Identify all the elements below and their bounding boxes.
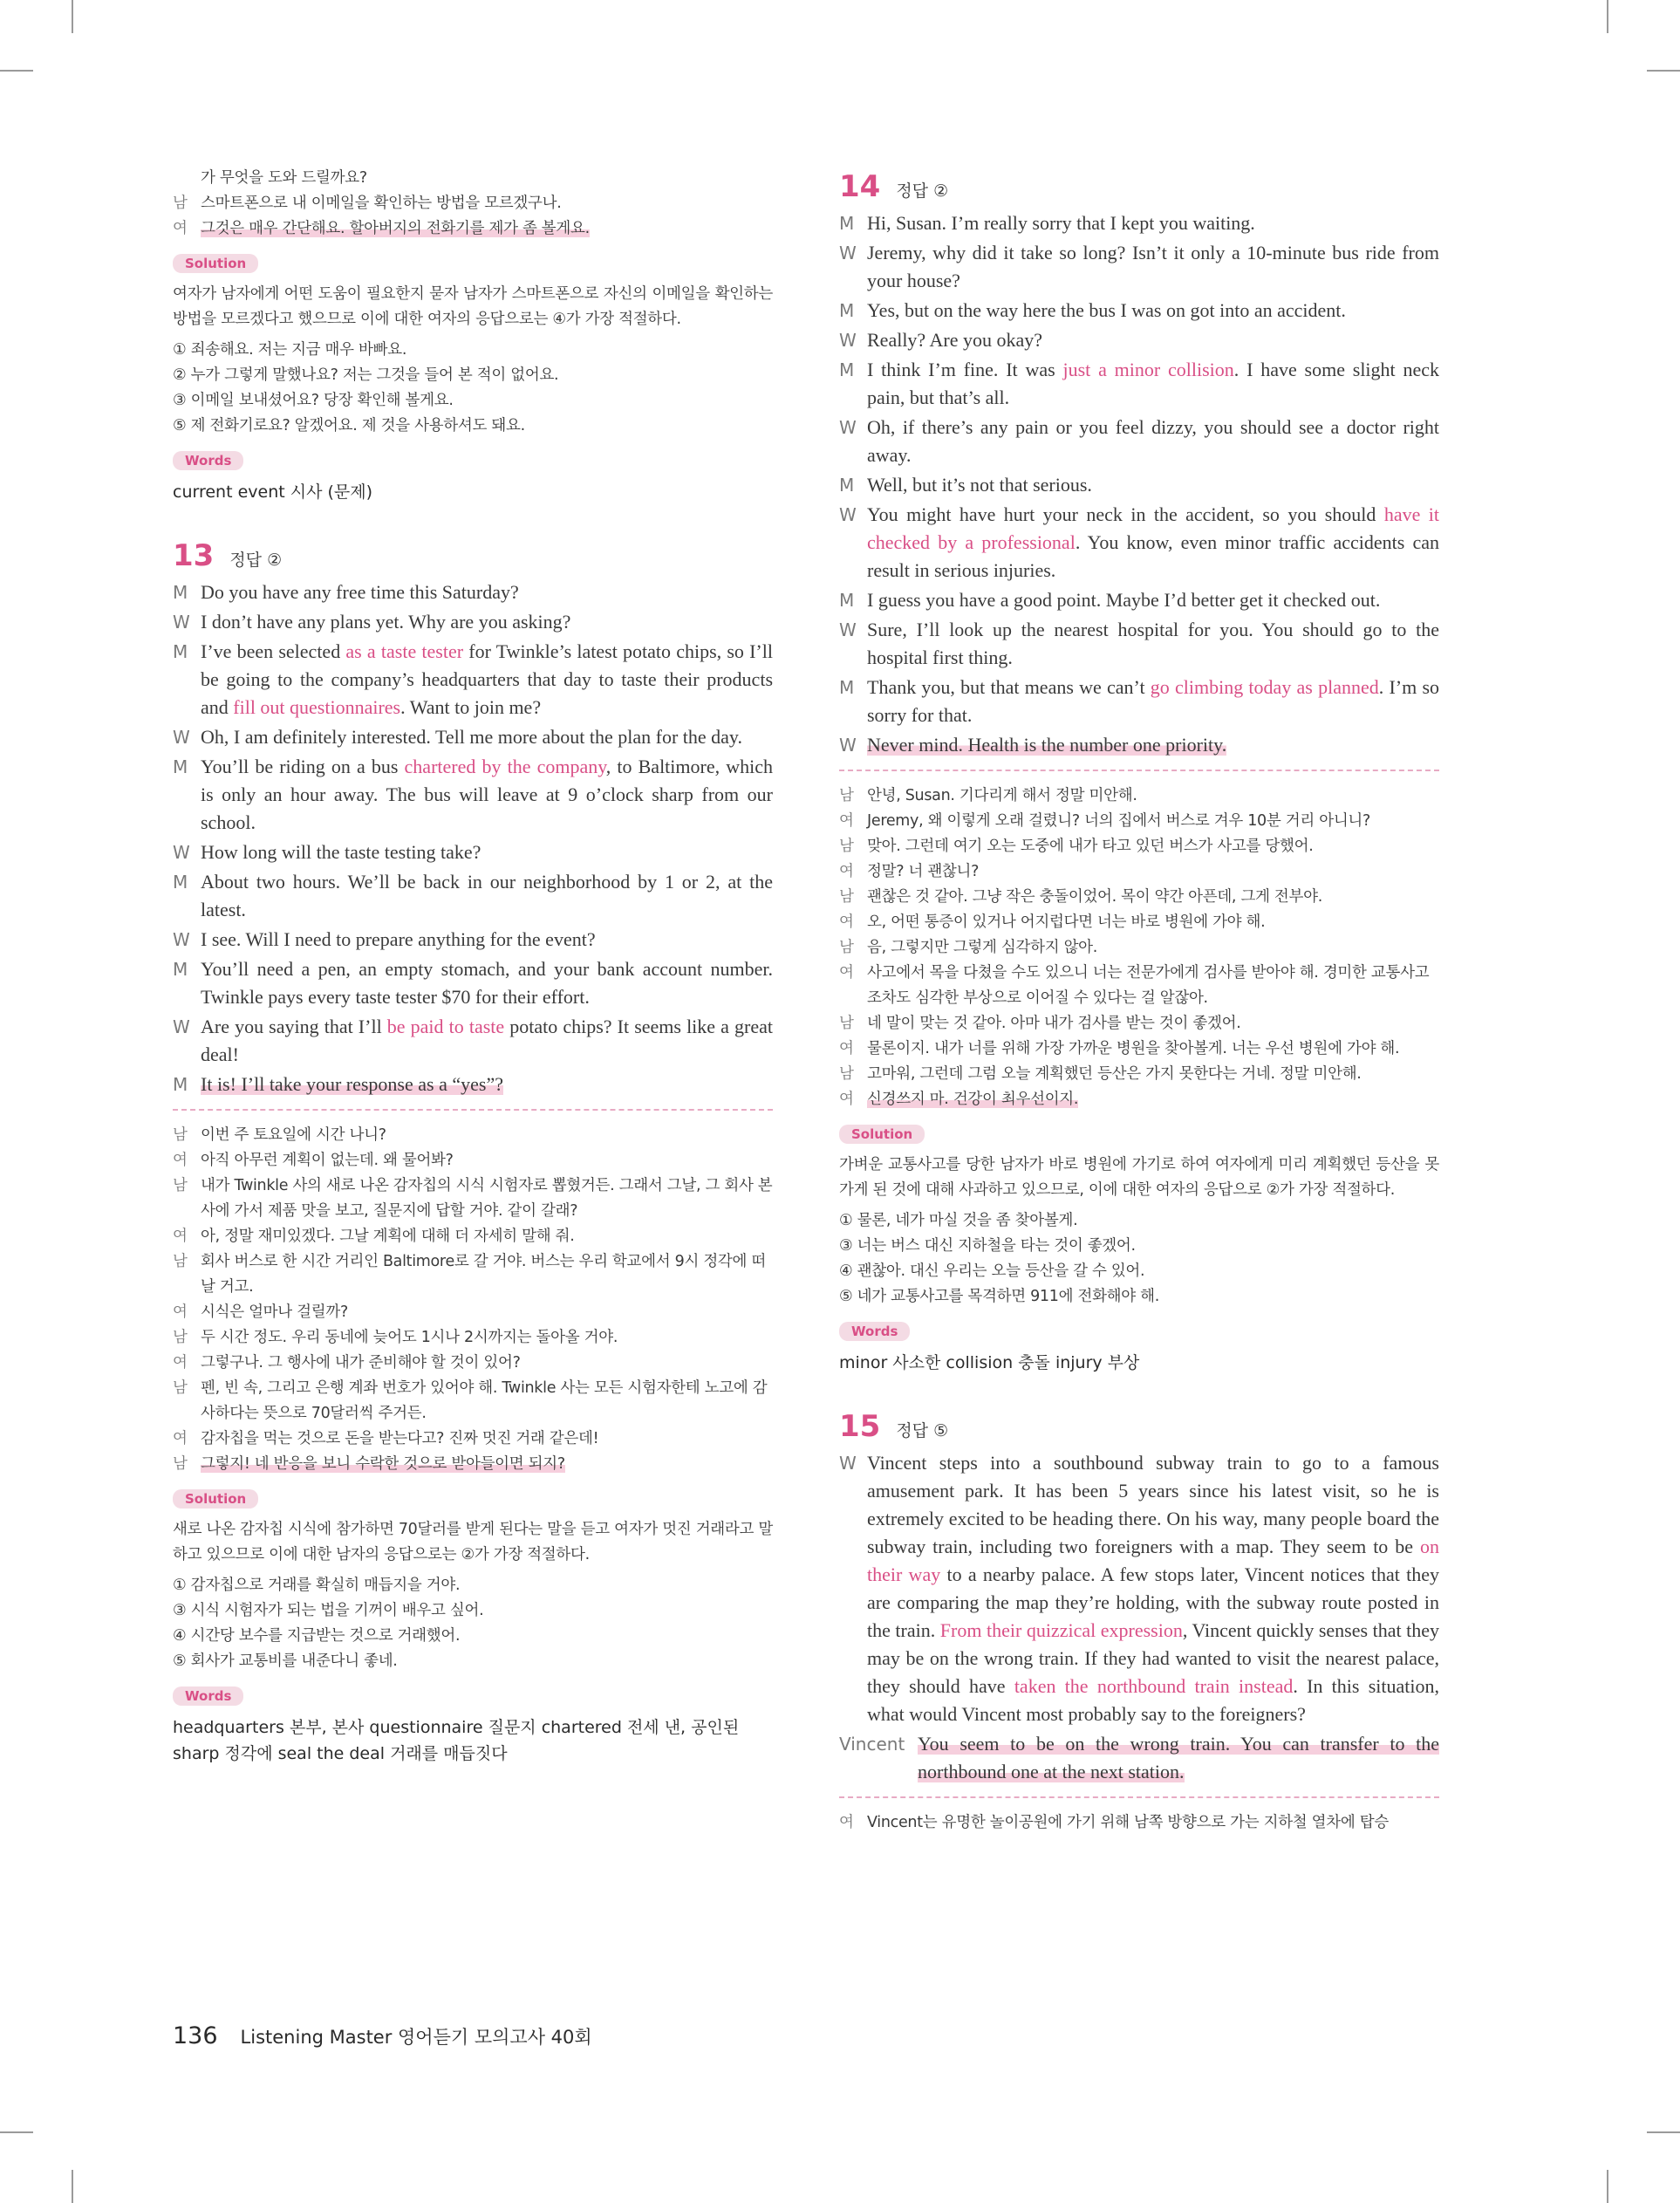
text-segment: Really? Are you okay? — [867, 329, 1042, 351]
ko-line — [173, 166, 773, 191]
book-title: Listening Master 영어듣기 모의고사 40회 — [240, 2027, 592, 2048]
solution-options — [839, 1208, 1439, 1310]
speaker-label: 남 — [173, 1329, 188, 1346]
dialogue-line — [173, 868, 773, 924]
speaker-label: 남 — [173, 1253, 188, 1270]
ko-line — [173, 216, 773, 242]
dialogue-text — [867, 1449, 1439, 1728]
ko-line-text: 가 무엇을 도와 드릴까요? — [201, 169, 367, 187]
ko-line-text: 이번 주 토요일에 시간 나니? — [201, 1126, 386, 1144]
ko-line-text: 시식은 얼마나 걸릴까? — [201, 1303, 348, 1321]
dialogue-line — [839, 209, 1439, 237]
dialogue-line — [839, 471, 1439, 499]
list-item: ⑤ 네가 교통사고를 목격하면 911에 전화해야 해. — [839, 1288, 1160, 1305]
words-label: Words — [173, 1686, 243, 1706]
solution-text: 가벼운 교통사고를 당한 남자가 바로 병원에 가기로 하여 여자에게 미리 계획했던 등산을 못 가게 된 것에 대해 사과하고 있으므로, 이에 대한 여자의 응답으로 ②가 가장 적절하다. — [839, 1156, 1439, 1199]
text-segment: Thank you, but that means we can’t — [867, 676, 1151, 698]
solution-options — [173, 1573, 773, 1674]
dialogue-text — [867, 501, 1439, 585]
speaker-label: W — [839, 417, 857, 438]
text-segment: potato chips? It seems like a great deal! — [201, 1016, 773, 1065]
q15-ko-transcript — [839, 1810, 1439, 1836]
ko-line — [839, 809, 1439, 834]
dialogue-text — [867, 674, 1439, 729]
list-item: ⑤ 회사가 교통비를 내준다니 좋네. — [173, 1652, 398, 1670]
ko-line-text: 감자칩을 먹는 것으로 돈을 받는다고? 진짜 멋진 거래 같은데! — [201, 1430, 599, 1447]
speaker-label: M — [839, 677, 855, 698]
speaker-label: 여 — [839, 1040, 854, 1057]
text-segment: You’ll need a pen, an empty stomach, and your bank account number. Twinkle pays every taste tester $70 for their effort. — [201, 958, 773, 1008]
speaker-label: 여 — [839, 1814, 854, 1831]
right-column — [839, 166, 1439, 1836]
dialogue-text — [867, 731, 1439, 759]
text-segment: . Want to join me? — [400, 696, 542, 718]
list-item: ④ 시간당 보수를 지급받는 것으로 거래했어. — [173, 1627, 461, 1645]
text-segment: . I have some slight neck pain, but that’s all. — [867, 359, 1439, 408]
ko-line — [173, 1452, 773, 1477]
dialogue-text — [867, 209, 1439, 237]
speaker-label: 남 — [839, 1065, 854, 1083]
text-segment: It is! I’ll take your response as a “yes”? — [201, 1073, 503, 1095]
speaker-label: W — [173, 929, 190, 950]
answer-key: 정답 ② — [229, 551, 283, 570]
list-item: ① 죄송해요. 저는 지금 매우 바빠요. — [173, 341, 407, 359]
dialogue-text — [201, 723, 773, 751]
answer-key: 정답 ② — [896, 181, 949, 201]
ko-line-text: 물론이지. 내가 너를 위해 가장 가까운 병원을 찾아볼게. 너는 우선 병원에 가야 해. — [867, 1040, 1400, 1057]
speaker-label: M — [173, 1074, 188, 1095]
words-label: Words — [839, 1322, 910, 1341]
ko-line-text: 정말? 너 괜찮니? — [867, 863, 980, 880]
dialogue-line — [173, 753, 773, 837]
speaker-label: W — [173, 727, 190, 748]
dashed-divider — [839, 1796, 1439, 1798]
dialogue-text — [201, 578, 773, 606]
list-item: headquarters 본부, 본사 questionnaire 질문지 chartered 전세 낸, 공인된 — [173, 1718, 740, 1737]
dialogue-line — [839, 501, 1439, 585]
ko-line-text: 오, 어떤 통증이 있거나 어지럽다면 너는 바로 병원에 가야 해. — [867, 913, 1266, 931]
question-number: 14 — [839, 169, 881, 204]
dialogue-text — [867, 326, 1439, 354]
ko-line-text: 스마트폰으로 내 이메일을 확인하는 방법을 모르겠구나. — [201, 195, 562, 212]
speaker-label: 남 — [839, 838, 854, 855]
ko-line-text: 펜, 빈 속, 그리고 은행 계좌 번호가 있어야 해. Twinkle 사는 모든 시험자한테 노고에 감사하다는 뜻으로 70달러씩 주거든. — [201, 1379, 768, 1422]
dialogue-line — [173, 608, 773, 636]
ko-line-text: 그렇구나. 그 행사에 내가 준비해야 할 것이 있어? — [201, 1354, 521, 1372]
speaker-label: M — [173, 959, 188, 980]
list-item: ① 물론, 네가 마실 것을 좀 찾아볼게. — [839, 1212, 1078, 1229]
dialogue-text — [867, 414, 1439, 469]
text-segment: Sure, I’ll look up the nearest hospital for you. You should go to the hospital first thing. — [867, 619, 1439, 668]
ko-line — [173, 1351, 773, 1376]
ko-line — [839, 961, 1439, 1011]
ko-line-text: Vincent는 유명한 놀이공원에 가기 위해 남쪽 방향으로 가는 지하철 열차에 탑승 — [867, 1814, 1389, 1831]
dialogue-line — [839, 414, 1439, 469]
dialogue-line — [173, 723, 773, 751]
ko-line — [839, 859, 1439, 885]
solution-label: Solution — [173, 254, 258, 273]
ko-line-text: 안녕, Susan. 기다리게 해서 정말 미안해. — [867, 787, 1137, 804]
speaker-label: 남 — [839, 787, 854, 804]
ko-line-text: 아직 아무런 계획이 없는데. 왜 물어봐? — [201, 1152, 454, 1169]
solution-options — [173, 338, 773, 439]
crop-mark — [1647, 70, 1680, 72]
dialogue-text — [201, 1013, 773, 1069]
ko-line — [839, 1062, 1439, 1087]
dialogue-text — [867, 239, 1439, 295]
dialogue-line — [839, 326, 1439, 354]
key-phrase: have it checked by a professional — [867, 503, 1439, 553]
list-item: ③ 시식 시험자가 되는 법을 기꺼이 배우고 싶어. — [173, 1602, 484, 1619]
speaker-label: M — [839, 300, 855, 321]
dialogue-line — [839, 239, 1439, 295]
list-item: sharp 정각에 seal the deal 거래를 매듭짓다 — [173, 1744, 508, 1763]
text-segment: How long will the taste testing take? — [201, 841, 481, 863]
text-segment: You might have hurt your neck in the accident, so you should — [867, 503, 1384, 525]
words-list — [839, 1350, 1439, 1376]
ko-line-text: 아, 정말 재미있겠다. 그날 계획에 대해 더 자세히 말해 줘. — [201, 1228, 575, 1245]
speaker-label: 남 — [173, 195, 188, 212]
text-segment: You’ll be riding on a bus — [201, 756, 405, 777]
dialogue-text — [201, 868, 773, 924]
key-phrase: fill out questionnaires — [233, 696, 401, 718]
ko-line-text: 맞아. 그런데 여기 오는 도중에 내가 타고 있던 버스가 사고를 당했어. — [867, 838, 1314, 855]
speaker-label: W — [173, 1016, 190, 1037]
ko-line-text: 사고에서 목을 다쳤을 수도 있으니 너는 전문가에게 검사를 받아야 해. 경미한 교통사고조차도 심각한 부상으로 이어질 수 있다는 걸 알잖아. — [867, 964, 1430, 1007]
speaker-label: W — [839, 243, 857, 263]
speaker-label: 남 — [173, 1177, 188, 1194]
solution-label: Solution — [173, 1489, 258, 1509]
words-list — [173, 479, 773, 505]
dialogue-line — [839, 1449, 1439, 1728]
key-phrase: as a taste tester — [345, 640, 464, 662]
text-segment: Vincent steps into a southbound subway train to go to a famous amusement park. It has been 5 years since his latest visit, so he is extremely excited to be heading there. On his way, many people board the subway train, including two foreigners with a map. They seem to be — [867, 1452, 1439, 1557]
speaker-label: 여 — [173, 1354, 188, 1372]
text-segment: Oh, I am definitely interested. Tell me more about the plan for the day. — [201, 726, 742, 748]
question-number: 13 — [173, 538, 215, 573]
ko-line — [173, 1123, 773, 1148]
question-15-header — [839, 1409, 1439, 1444]
dialogue-text — [201, 753, 773, 837]
list-item: ⑤ 제 전화기로요? 알겠어요. 제 것을 사용하셔도 돼요. — [173, 417, 525, 434]
speaker-label: 남 — [839, 1015, 854, 1032]
intro-ko-transcript — [173, 166, 773, 242]
text-segment: . You know, even minor traffic accidents can result in serious injuries. — [867, 531, 1439, 581]
speaker-label: M — [173, 582, 188, 603]
q13-dialogue — [173, 578, 773, 1098]
speaker-label: 여 — [839, 1091, 854, 1108]
crop-mark — [1647, 2131, 1680, 2133]
dialogue-line — [839, 674, 1439, 729]
q14-ko-transcript — [839, 783, 1439, 1112]
answer-key: 정답 ⑤ — [896, 1421, 949, 1440]
key-phrase: just a minor collision — [1062, 359, 1234, 380]
question-13-header — [173, 538, 773, 573]
text-segment: Jeremy, why did it take so long? Isn’t it only a 10-minute bus ride from your house? — [867, 242, 1439, 291]
speaker-label: 남 — [173, 1379, 188, 1397]
speaker-label: 여 — [173, 1303, 188, 1321]
list-item: minor 사소한 collision 충돌 injury 부상 — [839, 1353, 1140, 1372]
speaker-label: 여 — [839, 863, 854, 880]
ko-line — [839, 1810, 1439, 1836]
list-item: ③ 너는 버스 대신 지하철을 타는 것이 좋겠어. — [839, 1237, 1136, 1255]
list-item: ① 감자칩으로 거래를 확실히 매듭지을 거야. — [173, 1577, 461, 1594]
dialogue-line — [173, 1071, 773, 1098]
speaker-label: 여 — [839, 964, 854, 982]
text-segment: to a nearby palace. A few stops later, Vincent notices that they are comparing the map they’re holding, with the subway route posted in the train. — [867, 1563, 1439, 1641]
speaker-label: M — [173, 872, 188, 893]
list-item: current event 시사 (문제) — [173, 482, 373, 502]
dialogue-text — [201, 926, 773, 954]
ko-line — [839, 1037, 1439, 1062]
dialogue-text — [201, 638, 773, 722]
solution-label: Solution — [839, 1125, 925, 1144]
key-phrase: chartered by the company — [404, 756, 606, 777]
speaker-label: 남 — [173, 1455, 188, 1473]
ko-line — [839, 935, 1439, 961]
ko-line-text: 신경쓰지 마. 건강이 최우선이지. — [867, 1091, 1079, 1108]
list-item: ② 누가 그렇게 말했나요? 저는 그것을 들어 본 적이 없어요. — [173, 366, 559, 384]
ko-line — [173, 1426, 773, 1452]
text-segment: Never mind. Health is the number one priority. — [867, 734, 1227, 756]
crop-mark — [72, 0, 73, 33]
text-segment: Do you have any free time this Saturday? — [201, 581, 519, 603]
speaker-label: 여 — [839, 812, 854, 830]
speaker-label: M — [173, 641, 188, 662]
text-segment: , to Baltimore, which is only an hour away. The bus will leave at 9 o’clock sharp from our school. — [201, 756, 773, 833]
speaker-label: W — [839, 330, 857, 351]
left-column — [173, 166, 773, 1767]
speaker-label: M — [839, 213, 855, 234]
speaker-label: 여 — [173, 1228, 188, 1245]
key-phrase: on their way — [867, 1536, 1439, 1585]
speaker-label: Vincent — [839, 1734, 905, 1755]
dialogue-text — [201, 608, 773, 636]
ko-line — [173, 1376, 773, 1426]
q15-narration — [839, 1449, 1439, 1728]
crop-mark — [1607, 2170, 1608, 2203]
solution-text: 새로 나온 감자칩 시식에 참가하면 70달러를 받게 된다는 말을 듣고 여자가 멋진 거래라고 말하고 있으므로 이에 대한 남자의 응답으로는 ②가 가장 적절하다. — [173, 1521, 773, 1563]
ko-line — [839, 834, 1439, 859]
dialogue-line — [173, 926, 773, 954]
dialogue-line — [839, 586, 1439, 614]
dialogue-text — [201, 838, 773, 866]
dialogue-line — [839, 297, 1439, 325]
question-number: 15 — [839, 1409, 881, 1444]
key-phrase: be paid to taste — [386, 1016, 505, 1037]
ko-line-text: 괜찮은 것 같아. 그냥 작은 충돌이었어. 목이 약간 아픈데, 그게 전부야. — [867, 888, 1323, 906]
key-phrase: From their quizzical expression — [939, 1619, 1183, 1641]
speaker-label: 남 — [173, 1126, 188, 1144]
text-segment: Well, but it’s not that serious. — [867, 474, 1092, 496]
speaker-label: W — [839, 1453, 857, 1474]
ko-line-text: 두 시간 정도. 우리 동네에 늦어도 1시나 2시까지는 돌아올 거야. — [201, 1329, 618, 1346]
ko-line — [839, 1087, 1439, 1112]
dialogue-text — [867, 356, 1439, 412]
speaker-label: 여 — [173, 1152, 188, 1169]
text-segment: I don’t have any plans yet. Why are you asking? — [201, 611, 571, 633]
text-segment: . In this situation, what would Vincent most probably say to the foreigners? — [867, 1675, 1439, 1725]
speaker-label: W — [173, 842, 190, 863]
q15-vincent-line — [839, 1730, 1439, 1786]
dialogue-line — [173, 838, 773, 866]
q14-dialogue — [839, 209, 1439, 759]
ko-line-text: 고마워, 그런데 그럼 오늘 계획했던 등산은 가지 못한다는 거네. 정말 미안해. — [867, 1065, 1362, 1083]
key-phrase: go climbing today as planned — [1150, 676, 1379, 698]
crop-mark — [0, 2131, 33, 2133]
list-item: ③ 이메일 보내셨어요? 당장 확인해 볼게요. — [173, 392, 454, 409]
words-label: Words — [173, 451, 243, 470]
ko-line — [173, 1325, 773, 1351]
answer-sentence: You seem to be on the wrong train. You can transfer to the northbound one at the next station. — [918, 1733, 1439, 1782]
text-segment: I guess you have a good point. Maybe I’d better get it checked out. — [867, 589, 1381, 611]
dashed-divider — [839, 770, 1439, 771]
ko-line — [839, 885, 1439, 910]
text-segment: I see. Will I need to prepare anything for the event? — [201, 928, 596, 950]
text-segment: for Twinkle’s latest potato chips, so I’ll be going to the company’s headquarters that day to taste their products and — [201, 640, 773, 718]
key-phrase: taken the northbound train instead — [1014, 1675, 1294, 1697]
speaker-label: M — [173, 756, 188, 777]
speaker-label: 여 — [839, 913, 854, 931]
ko-line-text: 그것은 매우 간단해요. 할아버지의 전화기를 제가 좀 볼게요. — [201, 220, 590, 237]
speaker-label: M — [839, 475, 855, 496]
speaker-label: 남 — [839, 888, 854, 906]
speaker-label: 남 — [839, 939, 854, 956]
speaker-label: M — [839, 590, 855, 611]
speaker-label: W — [839, 619, 857, 640]
ko-line-text: 내가 Twinkle 사의 새로 나온 감자칩의 시식 시험자로 뽑혔거든. 그래서 그날, 그 회사 본사에 가서 제품 맛을 보고, 질문지에 답할 거야. 같이 갈래? — [201, 1177, 773, 1220]
dialogue-text — [867, 471, 1439, 499]
text-segment: Hi, Susan. I’m really sorry that I kept you waiting. — [867, 212, 1255, 234]
page-number: 136 — [173, 2022, 218, 2049]
crop-mark — [0, 70, 33, 72]
speaker-label: W — [173, 612, 190, 633]
speaker-label: M — [839, 359, 855, 380]
dialogue-line — [839, 356, 1439, 412]
dialogue-line — [173, 955, 773, 1011]
ko-line — [173, 1148, 773, 1173]
page-footer — [173, 2022, 592, 2049]
dialogue-text — [867, 586, 1439, 614]
dialogue-line — [839, 616, 1439, 672]
dialogue-text — [867, 616, 1439, 672]
list-item: ④ 괜찮아. 대신 우리는 오늘 등산을 갈 수 있어. — [839, 1262, 1145, 1280]
q13-ko-transcript — [173, 1123, 773, 1477]
speaker-label: W — [839, 735, 857, 756]
ko-line-text: 음, 그렇지만 그렇게 심각하지 않아. — [867, 939, 1098, 956]
question-14-header — [839, 169, 1439, 204]
dialogue-text — [201, 1071, 773, 1098]
crop-mark — [1607, 0, 1608, 33]
speaker-label: 여 — [173, 220, 188, 237]
ko-line-text: 회사 버스로 한 시간 거리인 Baltimore로 갈 거야. 버스는 우리 학교에서 9시 정각에 떠날 거고. — [201, 1253, 767, 1296]
crop-mark — [72, 2170, 73, 2203]
dialogue-line — [173, 578, 773, 606]
solution-text: 여자가 남자에게 어떤 도움이 필요한지 묻자 남자가 스마트폰으로 자신의 이메일을 확인하는 방법을 모르겠다고 했으므로 이에 대한 여자의 응답으로는 ④가 가장 적절하다. — [173, 285, 773, 328]
ko-line — [839, 1011, 1439, 1037]
text-segment: , Vincent quickly senses that they may be on the wrong train. If they had wanted to visit the nearest palace, they should have — [867, 1619, 1439, 1697]
text-segment: Yes, but on the way here the bus I was on got into an accident. — [867, 299, 1346, 321]
ko-line — [839, 783, 1439, 809]
ko-line-text: Jeremy, 왜 이렇게 오래 걸렸니? 너의 집에서 버스로 겨우 10분 거리 아니니? — [867, 812, 1371, 830]
text-segment: . I’m so sorry for that. — [867, 676, 1440, 726]
dialogue-text — [201, 955, 773, 1011]
text-segment: Are you saying that I’ll — [201, 1016, 387, 1037]
ko-line — [173, 1173, 773, 1224]
ko-line-text: 네 말이 맞는 것 같아. 아마 내가 검사를 받는 것이 좋겠어. — [867, 1015, 1241, 1032]
ko-line — [839, 910, 1439, 935]
text-segment: Oh, if there’s any pain or you feel dizzy, you should see a doctor right away. — [867, 416, 1439, 466]
dialogue-line — [839, 731, 1439, 759]
speaker-label: 여 — [173, 1430, 188, 1447]
dialogue-line — [173, 1013, 773, 1069]
dialogue-text — [867, 297, 1439, 325]
ko-line-text: 그렇지! 네 반응을 보니 수락한 것으로 받아들이면 되지? — [201, 1455, 565, 1473]
ko-line — [173, 1249, 773, 1300]
text-segment: I’ve been selected — [201, 640, 346, 662]
ko-line — [173, 1224, 773, 1249]
dialogue-line — [173, 638, 773, 722]
speaker-label: W — [839, 504, 857, 525]
text-segment: I think I’m fine. It was — [867, 359, 1063, 380]
ko-line — [173, 191, 773, 216]
dashed-divider — [173, 1109, 773, 1111]
text-segment: About two hours. We’ll be back in our neighborhood by 1 or 2, at the latest. — [201, 871, 773, 920]
ko-line — [173, 1300, 773, 1325]
words-list — [173, 1714, 773, 1767]
